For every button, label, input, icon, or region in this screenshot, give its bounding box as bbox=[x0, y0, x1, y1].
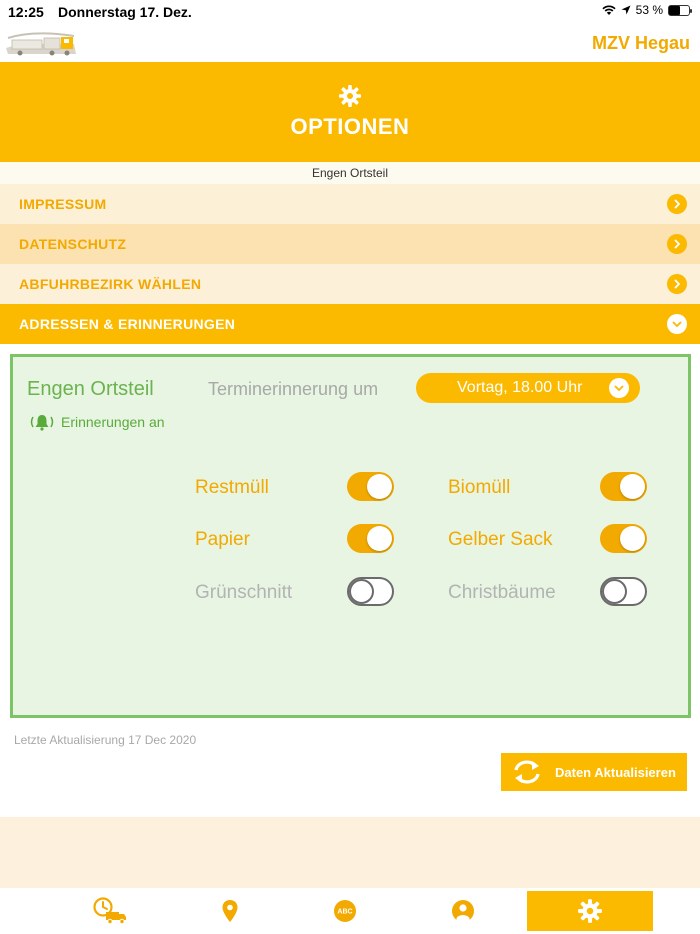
chevron-right-icon bbox=[667, 274, 687, 294]
status-indicators bbox=[602, 3, 690, 17]
wifi-icon bbox=[602, 5, 616, 16]
menu-item-impressum[interactable] bbox=[0, 184, 700, 224]
switch-knob bbox=[367, 526, 392, 551]
chevron-down-icon bbox=[609, 378, 629, 398]
toggle-papier[interactable] bbox=[347, 524, 394, 553]
switch-knob bbox=[367, 474, 392, 499]
tab-schedule[interactable] bbox=[80, 891, 140, 931]
tab-map[interactable] bbox=[210, 891, 250, 931]
switch-knob bbox=[620, 474, 645, 499]
footer-band bbox=[0, 817, 700, 888]
refresh-button-label: Daten Aktualisieren bbox=[555, 764, 676, 780]
gear-icon bbox=[338, 84, 362, 108]
reminders-status-label: Erinnerungen an bbox=[61, 414, 165, 430]
toggle-label-gelber-sack: Gelber Sack bbox=[448, 529, 553, 550]
toggle-label-gruenschnitt: Grünschnitt bbox=[195, 582, 293, 603]
switch-knob bbox=[620, 526, 645, 551]
refresh-icon bbox=[508, 757, 546, 787]
schedule-truck-icon bbox=[92, 897, 128, 925]
gear-icon bbox=[577, 898, 603, 924]
truck-logo-icon bbox=[4, 28, 78, 58]
toggle-gruenschnitt[interactable] bbox=[347, 577, 394, 606]
location-pin-icon bbox=[221, 899, 239, 923]
switch-knob bbox=[349, 579, 374, 604]
abc-icon bbox=[333, 899, 357, 923]
location-arrow-icon bbox=[621, 5, 631, 15]
last-update-text: Letzte Aktualisierung 17 Dec 2020 bbox=[14, 733, 197, 747]
reminder-time-select[interactable] bbox=[416, 373, 640, 403]
chevron-right-icon bbox=[667, 234, 687, 254]
toggle-label-restmuell: Restmüll bbox=[195, 477, 269, 498]
status-date: Donnerstag 17. Dez. bbox=[58, 4, 192, 20]
menu-item-datenschutz[interactable] bbox=[0, 224, 700, 264]
reminder-time-value: Vortag, 18.00 Uhr bbox=[457, 379, 583, 396]
tab-account[interactable] bbox=[443, 891, 483, 931]
status-bar bbox=[0, 0, 700, 24]
reminder-time-label: Terminerinnerung um bbox=[208, 379, 379, 399]
switch-knob bbox=[602, 579, 627, 604]
battery-level bbox=[669, 6, 680, 15]
options-banner bbox=[0, 62, 700, 162]
menu-item-label: IMPRESSUM bbox=[19, 196, 107, 212]
tab-abc[interactable] bbox=[325, 891, 365, 931]
reminders-status[interactable] bbox=[27, 413, 165, 431]
ringing-bell-icon bbox=[27, 413, 57, 431]
menu-item-label: DATENSCHUTZ bbox=[19, 236, 127, 252]
refresh-data-button[interactable] bbox=[501, 753, 687, 791]
toggle-gelber-sack[interactable] bbox=[600, 524, 647, 553]
battery-icon bbox=[668, 5, 690, 16]
toggle-label-christbaeume: Christbäume bbox=[448, 582, 556, 603]
toggle-christbaeume[interactable] bbox=[600, 577, 647, 606]
toggle-biomuell[interactable] bbox=[600, 472, 647, 501]
bottom-tab-bar bbox=[0, 888, 700, 934]
menu-item-adressen-erinnerungen[interactable] bbox=[0, 304, 700, 344]
chevron-down-icon bbox=[667, 314, 687, 334]
page-title: OPTIONEN bbox=[290, 114, 410, 139]
battery-percent: 53 % bbox=[635, 3, 663, 17]
toggle-label-papier: Papier bbox=[195, 529, 250, 550]
person-icon bbox=[451, 899, 475, 923]
toggle-restmuell[interactable] bbox=[347, 472, 394, 501]
chevron-right-icon bbox=[667, 194, 687, 214]
app-header bbox=[0, 24, 700, 62]
abc-badge-text: ABC bbox=[337, 908, 353, 916]
toggle-label-biomuell: Biomüll bbox=[448, 477, 511, 498]
menu-item-label: ABFUHRBEZIRK WÄHLEN bbox=[19, 276, 202, 292]
brand-title: MZV Hegau bbox=[591, 33, 690, 53]
address-reminder-panel bbox=[10, 354, 691, 718]
place-name: Engen Ortsteil bbox=[27, 378, 154, 400]
status-time: 12:25 bbox=[8, 4, 44, 20]
menu-item-label: ADRESSEN & ERINNERUNGEN bbox=[19, 316, 236, 332]
current-location: Engen Ortsteil bbox=[0, 162, 700, 184]
tab-options[interactable] bbox=[527, 891, 653, 931]
menu-item-abfuhrbezirk[interactable] bbox=[0, 264, 700, 304]
